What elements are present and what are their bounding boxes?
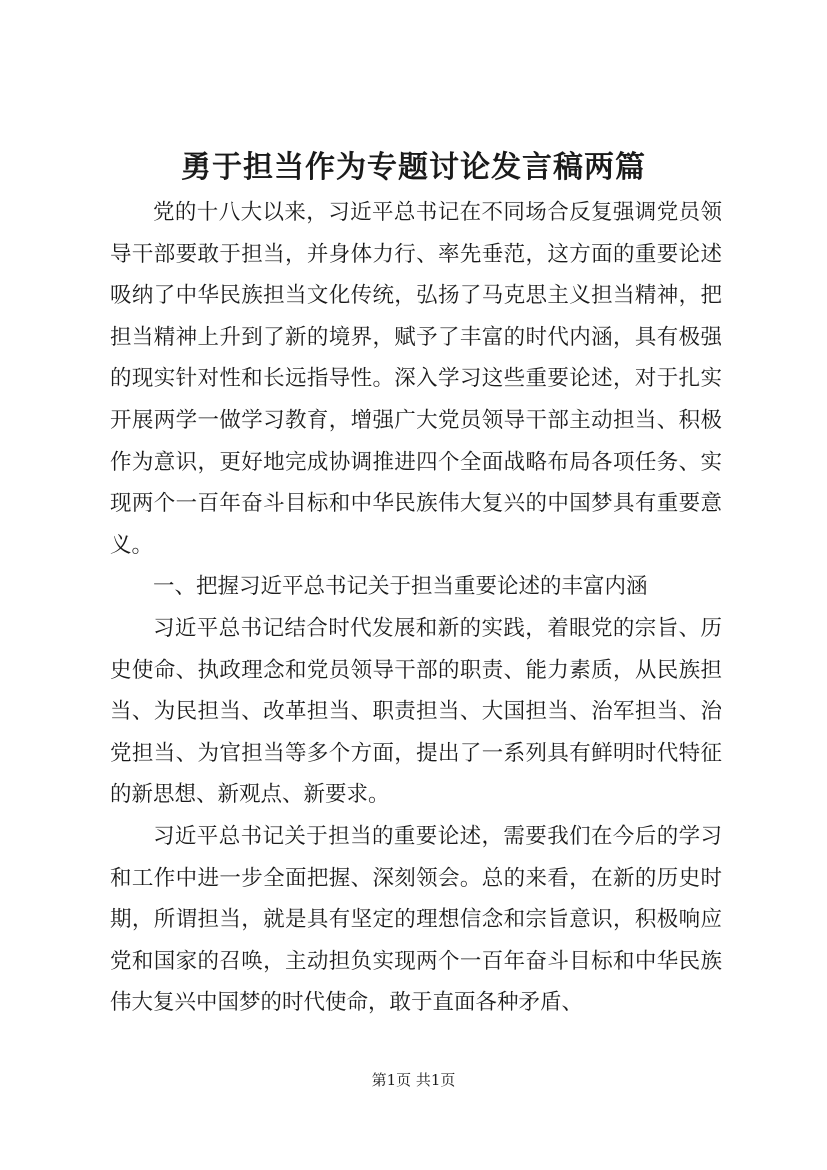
document-title: 勇于担当作为专题讨论发言稿两篇 [181, 150, 646, 185]
document-body [110, 192, 722, 1024]
page-number-footer: 第1页 共1页 [371, 1071, 456, 1089]
section-heading-1: 一、把握习近平总书记关于担当重要论述的丰富内涵 [153, 574, 648, 600]
paragraph-section-1-continued: 习近平总书记关于担当的重要论述，需要我们在今后的学习和工作中进一步全面把握、深刻领会。总的来看，在新的历史时期，所谓担当，就是具有坚定的理想信念和宗旨意识，积极响应党和国家的召唤，主动担负实现两个一百年奋斗目标和中华民族伟大复兴中国梦的时代使命，敢于直面各种矛盾、 [110, 823, 722, 1016]
paragraph-intro: 党的十八大以来，习近平总书记在不同场合反复强调党员领导干部要敢于担当，并身体力行、率先垂范，这方面的重要论述吸纳了中华民族担当文化传统，弘扬了马克思主义担当精神，把担当精神上升到了新的境界，赋予了丰富的时代内涵，具有极强的现实针对性和长远指导性。深入学习这些重要论述，对于扎实开展两学一做学习教育，增强广大党员领导干部主动担当、积极作为意识，更好地完成协调推进四个全面战略布局各项任务、实现两个一百年奋斗目标和中华民族伟大复兴的中国梦具有重要意义。 [110, 200, 722, 558]
paragraph-section-1: 习近平总书记结合时代发展和新的实践，着眼党的宗旨、历史使命、执政理念和党员领导干部的职责、能力素质，从民族担当、为民担当、改革担当、职责担当、大国担当、治军担当、治党担当、为官担当等多个方面，提出了一系列具有鲜明时代特征的新思想、新观点、新要求。 [110, 615, 722, 808]
